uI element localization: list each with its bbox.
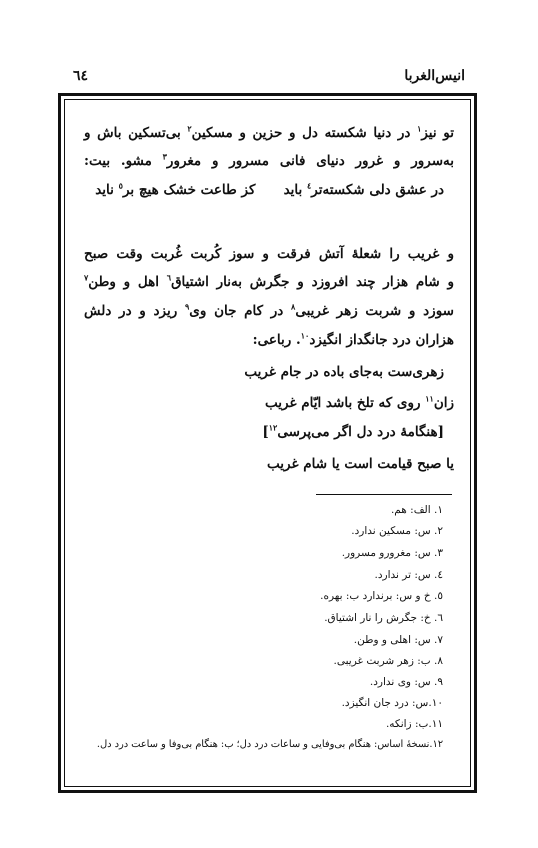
text-line: سوزد و شربت زهر غریبی$^٨$ در کام جان وی$^٩$ ریزد و در دلش bbox=[84, 301, 454, 319]
footnote: ٧. س: اهلی و وطن. bbox=[353, 634, 443, 646]
running-title: انیس‌الغربا bbox=[404, 68, 465, 84]
poem-line: زهری‌ست به‌جای باده در جام غریب bbox=[244, 364, 444, 380]
page-number: ٦٤ bbox=[73, 68, 89, 84]
poem-line: یا صبح قیامت است یا شام غریب bbox=[267, 456, 454, 472]
text-line: و غریب را شعلهٔ آتش فرقت و سوز کُربت غُربت وقت صبح bbox=[84, 246, 454, 262]
footnote-marker: ١٠ bbox=[300, 330, 310, 341]
footnote-marker: ١٢ bbox=[268, 422, 278, 433]
footnote: ٦. خ: جگرش را نار اشتیاق. bbox=[324, 612, 443, 624]
footnote: ١٢.نسخهٔ اساس: هنگام بی‌وفایی و ساعات درد دل؛ ب: هنگام بی‌وفا و ساعت درد دل. bbox=[96, 739, 443, 750]
text-line: تو نیز$^١$ در دنیا شکسته دل و حزین و مسکین$^٢$ بی‌تسکین باش و bbox=[84, 123, 454, 141]
poem-line: زان$^{١١}$ روی که تلخ باشد ایّام غریب bbox=[265, 393, 454, 411]
footnote: ٤. س: تر ندارد. bbox=[374, 569, 443, 581]
footnote-marker: ١١ bbox=[425, 393, 434, 404]
footnote-separator bbox=[316, 494, 452, 495]
text-line: هزاران درد جانگداز انگیزد$^{١٠}$. رباعی: bbox=[252, 330, 454, 348]
footnote-marker: ٨ bbox=[291, 301, 296, 312]
footnote-marker: ٤ bbox=[306, 180, 312, 191]
footnote-marker: ٩ bbox=[184, 301, 190, 312]
footnote-marker: ٥ bbox=[118, 180, 123, 191]
footnote: ١١.ب: زانکه. bbox=[385, 718, 443, 730]
footnote: ٣. س: مغرورو مسرور. bbox=[341, 547, 443, 559]
footnote-marker: ٧ bbox=[84, 272, 89, 283]
footnote-marker: ٣ bbox=[162, 151, 167, 162]
verse-line: در عشق دلی شکسته‌تر$^٤$ باید کز طاعت خشک هیچ بر$^٥$ ناید bbox=[95, 180, 444, 198]
text-line: و شام هزار چند افروزد و جگرش به‌نار اشتیاق$^٦$ اهل و وطن$^٧$ bbox=[84, 272, 454, 290]
footnote: ١. الف: هم. bbox=[390, 504, 443, 516]
footnote-marker: ١ bbox=[417, 123, 422, 134]
text-line: به‌سرور و غرور دنیای فانی مسرور و مغرور$^٣$ مشو. بیت: bbox=[84, 151, 454, 169]
footnote: ٩. س: وی ندارد. bbox=[369, 676, 443, 688]
footnote-marker: ٢ bbox=[187, 123, 192, 134]
poem-line: [هنگامهٔ درد دل اگر می‌پرسی$^{١٢}$] bbox=[262, 422, 444, 440]
footnote: ٢. س: مسکین ندارد. bbox=[351, 525, 443, 537]
footnote-marker: ٦ bbox=[166, 272, 172, 283]
footnote: ٨. ب: زهر شربت غریبی. bbox=[333, 655, 443, 667]
footnote: ١٠.س: درد جان انگیزد. bbox=[341, 697, 443, 709]
footnote: ٥. خ و س: برندارد ب: بهره. bbox=[320, 590, 443, 602]
